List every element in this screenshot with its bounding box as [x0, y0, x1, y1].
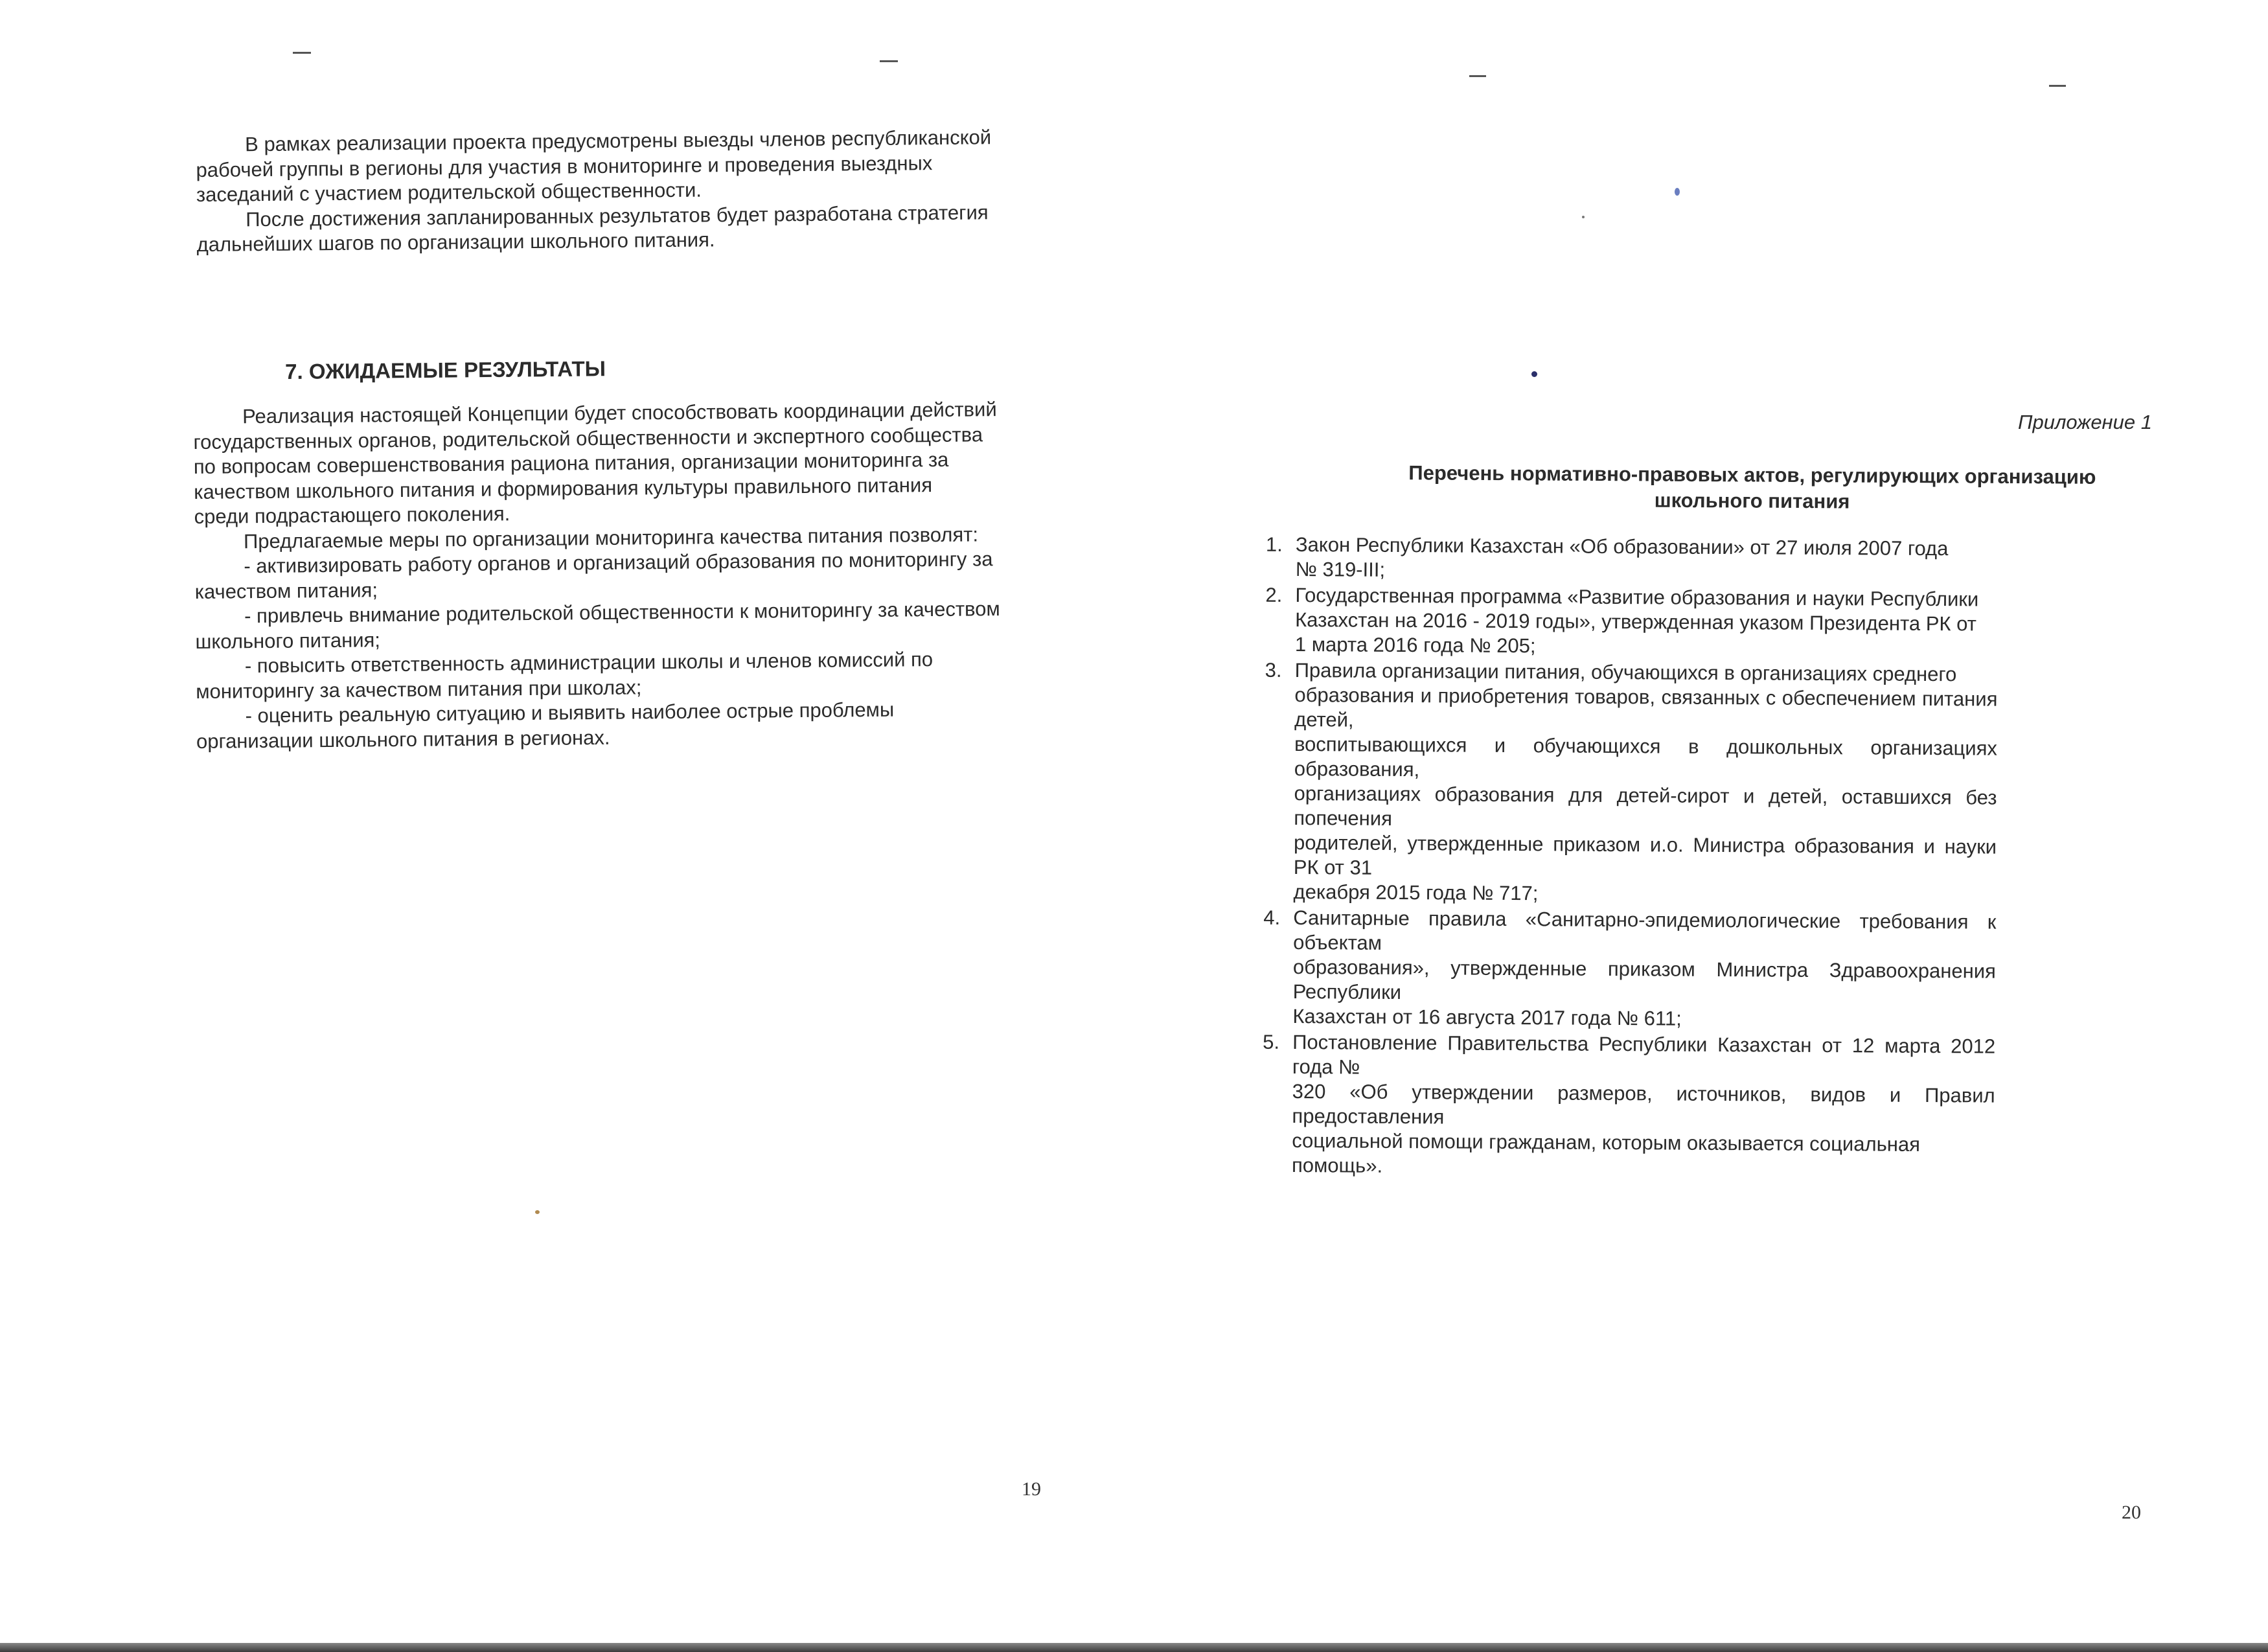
results-paragraph: [193, 396, 1064, 754]
bullet-line: - повысить ответственность администрации школы и членов комиссий по: [244, 648, 934, 678]
scan-speck: [1531, 371, 1537, 377]
text-line: № 319-III;: [1295, 557, 1386, 581]
appendix-label: Приложение 1: [2018, 411, 2152, 433]
text-line: качеством питания;: [194, 578, 378, 603]
text-line: образования», утвержденные приказом Министра Здравоохранения Республики: [1292, 955, 1996, 1004]
text-line: декабря 2015 года № 717;: [1293, 880, 1539, 905]
text-line: рабочей группы в регионы для участия в мониторинге и проведения выездных: [196, 151, 933, 181]
scan-mark: [2049, 85, 2066, 87]
text-line: родителей, утвержденные приказом и.о. Министра образования и науки РК от 31: [1293, 831, 1997, 879]
scan-mark: [1469, 75, 1486, 77]
list-item: [1265, 583, 1999, 661]
text-line: воспитывающихся и обучающихся в дошкольных организациях образования,: [1294, 732, 1998, 781]
scan-mark: [880, 60, 898, 62]
text-line: заседаний с участием родительской общественности.: [196, 178, 702, 206]
title-line: школьного питания: [1654, 488, 1850, 513]
text-line: среди подрастающего поколения.: [194, 502, 510, 528]
text-line: Государственная программа «Развитие образования и науки Республики: [1295, 583, 1979, 611]
bullet-line: - оценить реальную ситуацию и выявить наиболее острые проблемы: [245, 698, 895, 728]
title-line: Перечень нормативно-правовых актов, регулирующих организацию: [1408, 461, 2096, 488]
text-line: качеством школьного питания и формирования культуры правильного питания: [194, 473, 933, 503]
page-number: 20: [2122, 1502, 2141, 1523]
text-line: мониторингу за качеством питания при школах;: [196, 675, 642, 703]
scanner-edge-shadow: [0, 1643, 2268, 1652]
text-line: 320 «Об утверждении размеров, источников, видов и Правил предоставления: [1292, 1079, 1995, 1129]
scan-speck: [1582, 216, 1585, 218]
page-number: 19: [1022, 1478, 1041, 1500]
scan-mark: [293, 52, 311, 54]
list-item: [1263, 1030, 1996, 1182]
text-line: социальной помощи гражданам, которым оказывается социальная помощь».: [1291, 1129, 1921, 1177]
text-line: Закон Республики Казахстан «Об образовании» от 27 июля 2007 года: [1295, 533, 1949, 560]
text-line: Реализация настоящей Концепции будет способствовать координации действий: [242, 398, 997, 428]
appendix-title: [1380, 460, 2125, 516]
text-line: дальнейших шагов по организации школьного питания.: [196, 228, 715, 256]
item-number: 3.: [1265, 658, 1282, 682]
text-line: В рамках реализации проекта предусмотрены выезды членов республиканской: [245, 126, 992, 156]
section-heading: 7. ОЖИДАЕМЫЕ РЕЗУЛЬТАТЫ: [285, 356, 606, 384]
list-item: [1265, 533, 1999, 586]
scan-speck: [1675, 188, 1680, 196]
item-number: 4.: [1263, 906, 1281, 929]
text-line: образования и приобретения товаров, связанных с обеспечением питания детей,: [1294, 683, 1998, 731]
text-line: организациях образования для детей-сирот и детей, оставшихся без попечения: [1294, 781, 1997, 830]
text-line: Казахстан от 16 августа 2017 года № 611;: [1292, 1004, 1682, 1030]
text-line: После достижения запланированных результатов будет разработана стратегия: [246, 200, 989, 231]
right-page: [1134, 0, 2268, 1652]
list-item: [1265, 658, 1998, 909]
list-item: [1263, 906, 1997, 1033]
item-number: 5.: [1263, 1030, 1280, 1053]
text-line: Казахстан на 2016 - 2019 годы», утвержденная указом Президента РК от: [1295, 608, 1977, 636]
intro-paragraph: [196, 124, 1071, 257]
text-line: Санитарные правила «Санитарно-эпидемиологические требования к объектам: [1293, 906, 1997, 954]
text-line: 1 марта 2016 года № 205;: [1294, 632, 1536, 658]
legal-acts-list: [1263, 533, 1999, 1184]
text-line: Предлагаемые меры по организации мониторинга качества питания позволят:: [243, 522, 979, 553]
item-number: 2.: [1265, 583, 1283, 606]
text-line: школьного питания;: [195, 628, 381, 653]
item-number: 1.: [1265, 533, 1283, 556]
bullet-line: - привлечь внимание родительской общественности к мониторингу за качеством: [244, 597, 1000, 628]
bullet-line: - активизировать работу органов и организаций образования по мониторингу за: [244, 547, 993, 578]
text-line: Правила организации питания, обучающихся в организациях среднего: [1294, 658, 1957, 686]
text-line: по вопросам совершенствования рациона питания, организации мониторинга за: [193, 448, 949, 478]
text-line: организации школьного питания в регионах.: [196, 726, 610, 753]
scan-speck: [535, 1210, 540, 1214]
text-line: государственных органов, родительской общественности и экспертного сообщества: [193, 422, 983, 453]
text-line: Постановление Правительства Республики Казахстан от 12 марта 2012 года №: [1292, 1030, 1996, 1079]
